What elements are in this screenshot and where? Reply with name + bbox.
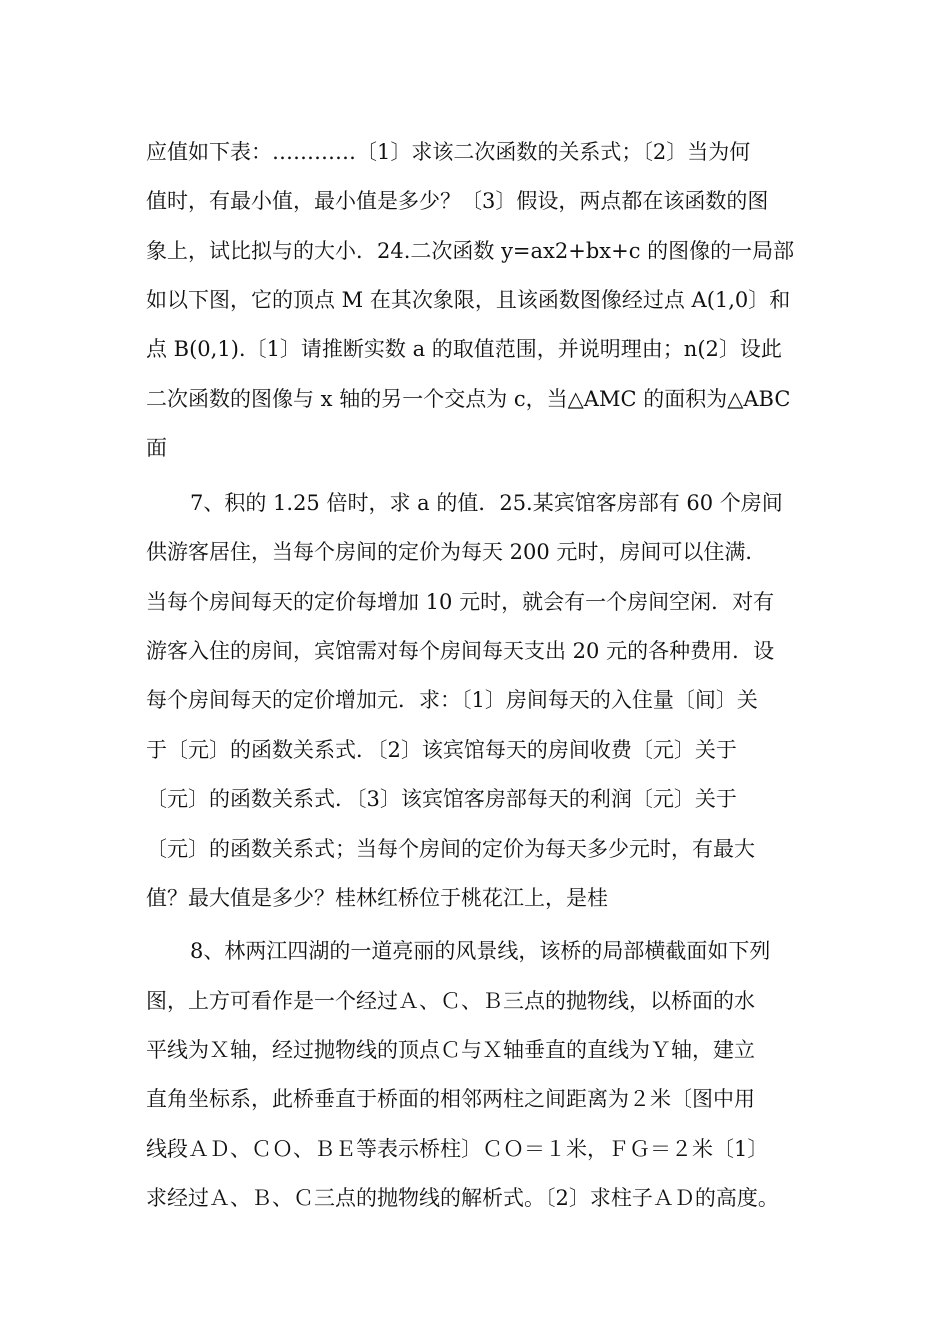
text-line: 值时，有最小值，最小值是多少？〔3〕假设，两点都在该函数的图 — [146, 189, 769, 213]
text-line: 每个房间每天的定价增加元．求：〔1〕房间每天的入住量〔间〕关 — [146, 688, 758, 712]
text-line: 游客入住的房间，宾馆需对每个房间每天支出 20 元的各种费用．设 — [146, 639, 775, 663]
text-line: 8、林两江四湖的一道亮丽的风景线，该桥的局部横截面如下列 — [190, 939, 771, 963]
text-line: 〔元〕的函数关系式．〔3〕该宾馆客房部每天的利润〔元〕关于 — [146, 787, 737, 811]
text-line: 图，上方可看作是一个经过Ａ、Ｃ、Ｂ三点的抛物线，以桥面的水 — [146, 989, 755, 1013]
text-line: 直角坐标系，此桥垂直于桥面的相邻两柱之间距离为２米〔图中用 — [146, 1087, 755, 1111]
text-line: 应值如下表：…………〔1〕求该二次函数的关系式；〔2〕当为何 — [146, 140, 751, 164]
text-line: 值？最大值是多少？桂林红桥位于桃花江上，是桂 — [146, 886, 608, 910]
text-line: 7、积的 1.25 倍时，求 a 的值．25.某宾馆客房部有 60 个房间 — [190, 491, 783, 515]
text-line: 象上，试比拟与的大小．24.二次函数 y=ax2+bx+c 的图像的一局部 — [146, 239, 795, 263]
text-line: 二次函数的图像与 x 轴的另一个交点为 c，当△AMC 的面积为△ABC — [146, 387, 791, 411]
text-line: 〔元〕的函数关系式；当每个房间的定价为每天多少元时，有最大 — [146, 837, 755, 861]
text-line: 面 — [146, 436, 167, 460]
text-line: 供游客居住，当每个房间的定价为每天 200 元时，房间可以住满． — [146, 540, 767, 564]
text-line: 平线为Ｘ轴，经过抛物线的顶点Ｃ与Ｘ轴垂直的直线为Ｙ轴，建立 — [146, 1038, 755, 1062]
text-line: 线段ＡＤ、ＣＯ、ＢＥ等表示桥柱〕ＣＯ＝１米，ＦＧ＝２米〔1〕 — [146, 1137, 769, 1161]
text-line: 如以下图，它的顶点 M 在其次象限，且该函数图像经过点 A(1,0〕和 — [146, 288, 791, 312]
text-line: 求经过Ａ、Ｂ、Ｃ三点的抛物线的解析式。〔2〕求柱子ＡＤ的高度。 — [146, 1186, 779, 1210]
text-line: 当每个房间每天的定价每增加 10 元时，就会有一个房间空闲．对有 — [146, 590, 775, 614]
text-line: 于〔元〕的函数关系式．〔2〕该宾馆每天的房间收费〔元〕关于 — [146, 738, 737, 762]
text-line: 点 B(0,1).〔1〕请推断实数 a 的取值范围，并说明理由；n(2〕设此 — [146, 337, 782, 361]
